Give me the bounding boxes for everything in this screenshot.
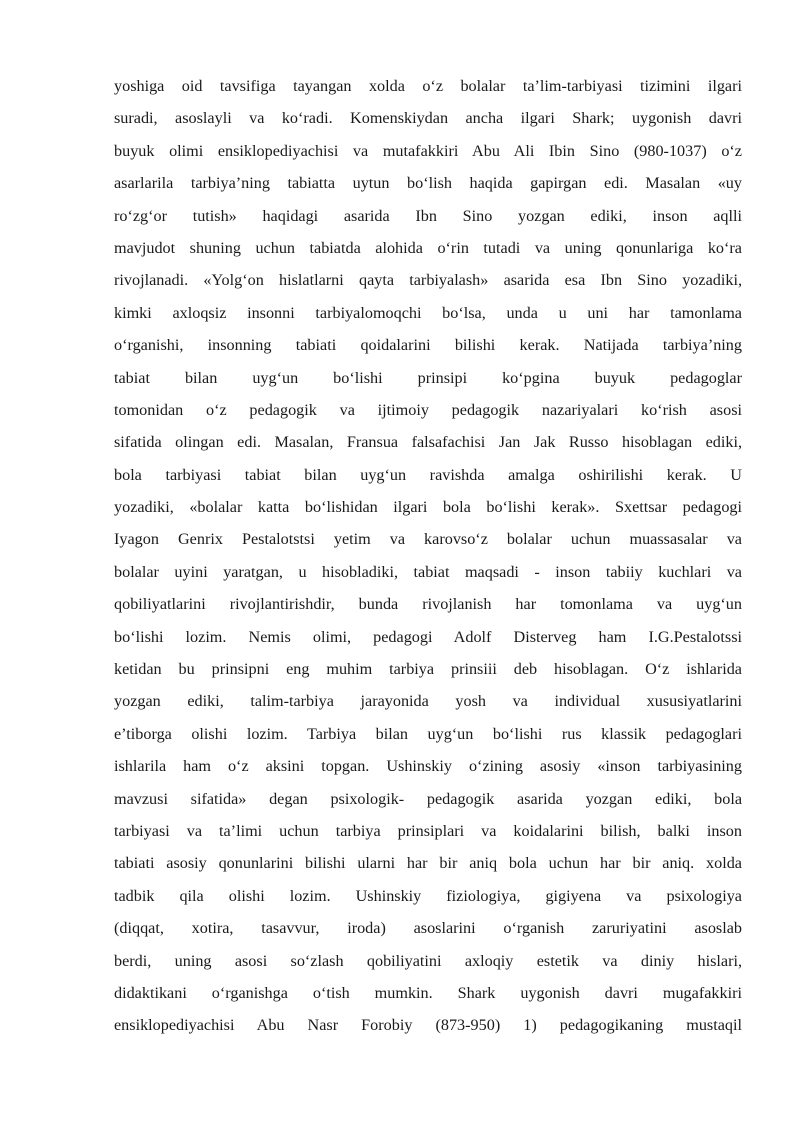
text-line: ro‘zg‘or tutish» haqidagi asarida Ibn Sino yozgan ediki, inson aqlli: [114, 206, 742, 225]
text-line: buyuk olimi ensiklopediyachisi va mutafakkiri Abu Ali Ibin Sino (980-1037) o‘z: [114, 141, 742, 160]
text-line: yozadiki, «bolalar katta bo‘lishidan ilgari bola bo‘lishi kerak». Sxettsar pedagogi: [114, 498, 742, 517]
text-line: ensiklopediyachisi Abu Nasr Forobiy (873-950) 1) pedagogikaning mustaqil: [114, 1016, 742, 1035]
text-line: (diqqat, xotira, tasavvur, iroda) asoslarini o‘rganish zaruriyatini asoslab: [114, 919, 742, 938]
text-line: kimki axloqsiz insonni tarbiyalomoqchi bo‘lsa, unda u uni har tamonlama: [114, 303, 742, 322]
text-line: bo‘lishi lozim. Nemis olimi, pedagogi Adolf Disterveg ham I.G.Pestalotssi: [114, 627, 742, 646]
text-line: tabiati asosiy qonunlarini bilishi ularni har bir aniq bola uchun har bir aniq. xolda: [114, 854, 742, 873]
text-line: tarbiyasi va ta’limi uchun tarbiya prinsiplari va koidalarini bilish, balki inson: [114, 821, 742, 840]
document-page: [114, 70, 742, 1042]
text-line: suradi, asoslayli va ko‘radi. Komenskiydan ancha ilgari Shark; uygonish davri: [114, 109, 742, 128]
text-line: ketidan bu prinsipni eng muhim tarbiya prinsiii deb hisoblagan. O‘z ishlarida: [114, 660, 742, 679]
text-line: sifatida olingan edi. Masalan, Fransua falsafachisi Jan Jak Russo hisoblagan ediki,: [114, 433, 742, 452]
text-line: bola tarbiyasi tabiat bilan uyg‘un ravishda amalga oshirilishi kerak. U: [114, 465, 742, 484]
text-line: yozgan ediki, talim-tarbiya jarayonida yosh va individual xususiyatlarini: [114, 692, 742, 711]
text-line: mavjudot shuning uchun tabiatda alohida o‘rin tutadi va uning qonunlariga ko‘ra: [114, 238, 742, 257]
text-line: bolalar uyini yaratgan, u hisobladiki, tabiat maqsadi - inson tabiiy kuchlari va: [114, 562, 742, 581]
text-line: tadbik qila olishi lozim. Ushinskiy fiziologiya, gigiyena va psixologiya: [114, 886, 742, 905]
text-line: tomonidan o‘z pedagogik va ijtimoiy pedagogik nazariyalari ko‘rish asosi: [114, 400, 742, 419]
text-line: mavzusi sifatida» degan psixologik- pedagogik asarida yozgan ediki, bola: [114, 789, 742, 808]
text-line: tabiat bilan uyg‘un bo‘lishi prinsipi ko‘pgina buyuk pedagoglar: [114, 368, 742, 387]
text-line: yoshiga oid tavsifiga tayangan xolda o‘z bolalar ta’lim-tarbiyasi tizimini ilgari: [114, 77, 742, 95]
text-line: qobiliyatlarini rivojlantirishdir, bunda rivojlanish har tomonlama va uyg‘un: [114, 595, 742, 614]
text-line: berdi, uning asosi so‘zlash qobiliyatini axloqiy estetik va diniy hislari,: [114, 951, 742, 970]
text-line: Iyagon Genrix Pestalotstsi yetim va karovso‘z bolalar uchun muassasalar va: [114, 530, 742, 549]
text-line: e’tiborga olishi lozim. Tarbiya bilan uyg‘un bo‘lishi rus klassik pedagoglari: [114, 724, 742, 743]
text-line: ishlarila ham o‘z aksini topgan. Ushinskiy o‘zining asosiy «inson tarbiyasining: [114, 757, 742, 776]
text-line: rivojlanadi. «Yolg‘on hislatlarni qayta tarbiyalash» asarida esa Ibn Sino yozadiki,: [114, 271, 742, 290]
text-line: asarlarila tarbiya’ning tabiatta uytun bo‘lish haqida gapirgan edi. Masalan «uy: [114, 174, 742, 193]
text-line: didaktikani o‘rganishga o‘tish mumkin. Shark uygonish davri mugafakkiri: [114, 983, 742, 1002]
text-line: o‘rganishi, insonning tabiati qoidalarini bilishi kerak. Natijada tarbiya’ning: [114, 336, 742, 355]
